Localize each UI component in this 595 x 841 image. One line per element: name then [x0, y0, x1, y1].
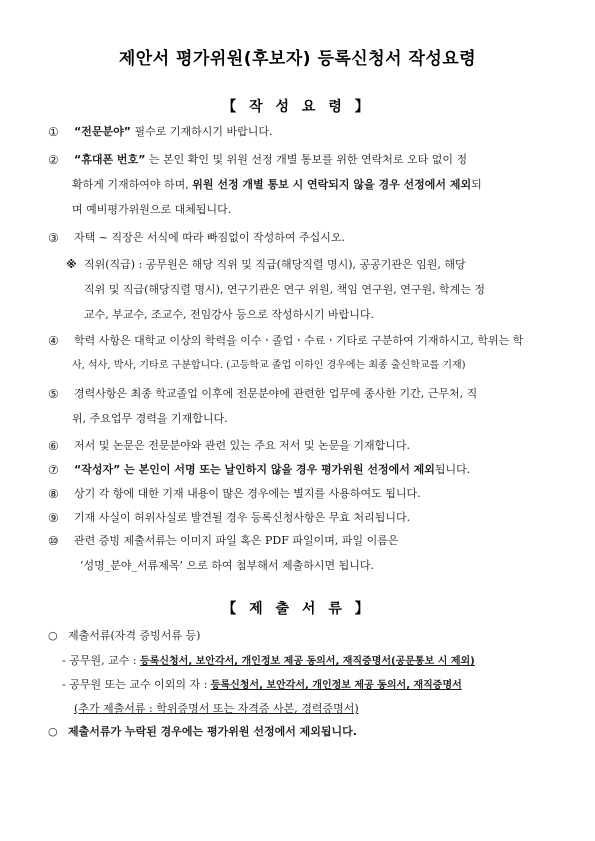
- page-title: 제안서 평가위원(후보자) 등록신청서 작성요령: [118, 49, 477, 69]
- document-page: 제안서 평가위원(후보자) 등록신청서 작성요령 【 작 성 요 령 】 ① “전문분야” 필수로 기재하시기 바랍니다. ② “휴대폰 번호” 는 본인 확인 및 위원 선정 개별 통보를 위한 연락처로 오타 없이 정 확하게 기재하여야 하며, 위원 선정 개별 통보 시 연락되지 않을 경우 선정에서 제외되 며 예비평가위원으로 대체됩니다. ③ 자택 ~ 직장은 서식에 따라 빠짐없이 작성하여 주십시오. ※ 직위(직급) : 공무원은 해당 직위 및 직급(해당직렬 명시), 공공기관은 임원, 해당 직위 및 직급(해당직렬 명시), 연구기관은 연구 위원, 책임 연구원, 연구원, 학계는 정 교수, 부교수, 조교수, 전임강사 등으로 작성하시기 바랍니다. ④ 학력 사항은 대학교 이상의 학력을 이수ㆍ졸업ㆍ수료ㆍ기타로 구분하여 기재하시고, 학위는 학 사, 석사, 박사, 기타로 구분합니다. (고등학교 졸업 이하인 경우에는 최종 출신학교를 기재) ⑤ 경력사항은 최종 학교졸업 이후에 전문분야에 관련한 업무에 종사한 기간, 근무처, 직 위, 주요업무 경력을 기재합니다. ⑥ 저서 및 논문은 전문분야와 관련 있는 주요 저서 및 논문을 기재합니다. ⑦ “작성자” 는 본인이 서명 또는 날인하지 않을 경우 평가위원 선정에서 제외됩니다. ⑧ 상기 각 항에 대한 기재 내용이 많은 경우에는 별지를 사용하여도 됩니다. ⑨ 기재 사실이 허위사실로 발견될 경우 등록신청사항은 무효 처리됩니다. ⑩ 관련 증빙 제출서류는 이미지 파일 혹은 PDF 파일이며, 파일 이름은 ‘성명_분야_서류제목’ 으로 하여 첨부해서 제출하시면 됩니다. 【 제 출 서 류 】 ○ 제출서류(자격 증빙서류 등) - 공무원, 교수 : 등록신청서, 보안각서, 개인정보 제공 동의서, 재직증명서(공문통보 시 제외) - 공무원 또는 교수 이외의 자 : 등록신청서, 보안각서, 개인정보 제공 동의서, 재직증명서 (추가 제출서류 : 학위증명서 또는 자격증 사본, 경력증명서) ○ 제출서류가 누락된 경우에는 평가위원 선정에서 제외됩니다.: [0, 0, 595, 841]
- section-heading-guidelines: 【 작 성 요 령 】: [222, 99, 373, 115]
- section-heading-documents: 【 제 출 서 류 】: [222, 601, 373, 617]
